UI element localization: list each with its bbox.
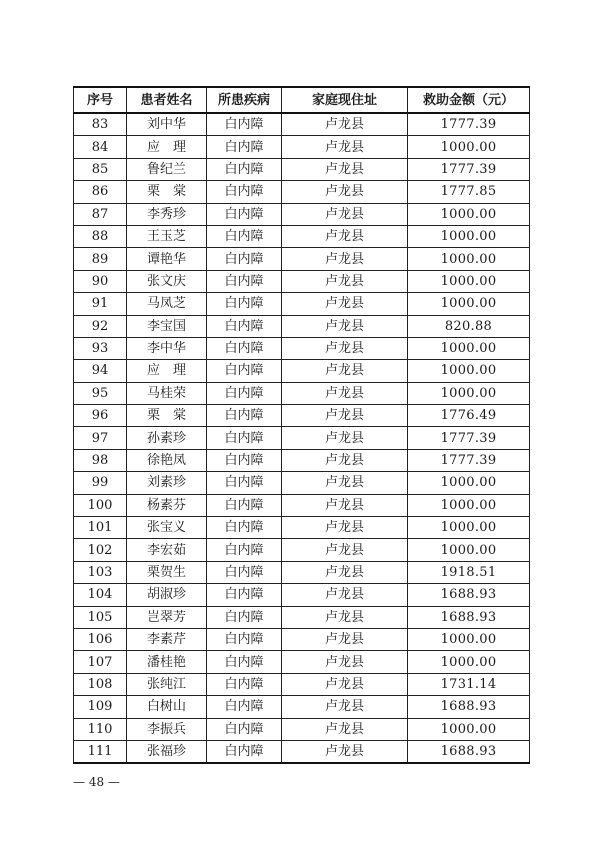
serial-number-cell: 105	[74, 606, 127, 628]
address-cell: 卢龙县	[282, 382, 408, 404]
serial-number-cell: 86	[74, 181, 127, 203]
table-row	[74, 315, 530, 337]
patient-name-cell: 刘中华	[127, 113, 207, 136]
table-row	[74, 449, 530, 471]
table-row	[74, 427, 530, 449]
patient-name-cell: 鲁纪兰	[127, 158, 207, 180]
serial-number-cell: 99	[74, 472, 127, 494]
disease-cell: 白内障	[207, 673, 282, 695]
disease-cell: 白内障	[207, 718, 282, 740]
patient-name-cell: 李宝国	[127, 315, 207, 337]
table-row	[74, 718, 530, 740]
amount-cell: 1000.00	[408, 517, 530, 539]
amount-cell: 1731.14	[408, 673, 530, 695]
patient-name-cell: 李素芹	[127, 628, 207, 650]
disease-cell: 白内障	[207, 517, 282, 539]
header-row	[74, 87, 530, 113]
patient-name-cell: 栗 棠	[127, 181, 207, 203]
disease-cell: 白内障	[207, 628, 282, 650]
serial-number-cell: 110	[74, 718, 127, 740]
patient-name-cell: 徐艳凤	[127, 449, 207, 471]
patient-name-cell: 张文庆	[127, 270, 207, 292]
patient-name-cell: 李秀珍	[127, 203, 207, 225]
patient-name-cell: 张宝义	[127, 517, 207, 539]
disease-cell: 白内障	[207, 158, 282, 180]
serial-number-cell: 109	[74, 696, 127, 718]
amount-cell: 1000.00	[408, 225, 530, 247]
amount-cell: 1000.00	[408, 203, 530, 225]
disease-cell: 白内障	[207, 740, 282, 763]
patient-name-cell: 李振兵	[127, 718, 207, 740]
patient-name-cell: 胡淑珍	[127, 584, 207, 606]
serial-number-cell: 93	[74, 337, 127, 359]
serial-number-cell: 103	[74, 561, 127, 583]
address-cell: 卢龙县	[282, 539, 408, 561]
table-row	[74, 360, 530, 382]
amount-cell: 1688.93	[408, 740, 530, 763]
patient-name-cell: 张纯江	[127, 673, 207, 695]
serial-number-cell: 97	[74, 427, 127, 449]
disease-cell: 白内障	[207, 427, 282, 449]
serial-number-cell: 98	[74, 449, 127, 471]
serial-number-cell: 101	[74, 517, 127, 539]
address-cell: 卢龙县	[282, 293, 408, 315]
disease-cell: 白内障	[207, 225, 282, 247]
address-cell: 卢龙县	[282, 270, 408, 292]
address-cell: 卢龙县	[282, 651, 408, 673]
amount-cell: 1000.00	[408, 293, 530, 315]
table-row	[74, 113, 530, 136]
table-row	[74, 382, 530, 404]
serial-number-cell: 83	[74, 113, 127, 136]
header-home-address: 家庭现住址	[282, 87, 408, 113]
patient-name-cell: 栗 棠	[127, 405, 207, 427]
serial-number-cell: 111	[74, 740, 127, 763]
amount-cell: 820.88	[408, 315, 530, 337]
patient-name-cell: 刘素珍	[127, 472, 207, 494]
table-row	[74, 203, 530, 225]
address-cell: 卢龙县	[282, 561, 408, 583]
address-cell: 卢龙县	[282, 113, 408, 136]
amount-cell: 1000.00	[408, 382, 530, 404]
serial-number-cell: 106	[74, 628, 127, 650]
amount-cell: 1000.00	[408, 628, 530, 650]
address-cell: 卢龙县	[282, 494, 408, 516]
patient-name-cell: 王玉芝	[127, 225, 207, 247]
serial-number-cell: 88	[74, 225, 127, 247]
amount-cell: 1000.00	[408, 337, 530, 359]
amount-cell: 1777.39	[408, 427, 530, 449]
patient-name-cell: 岂翠芳	[127, 606, 207, 628]
table-row	[74, 628, 530, 650]
amount-cell: 1776.49	[408, 405, 530, 427]
header-patient-name: 患者姓名	[127, 87, 207, 113]
amount-cell: 1688.93	[408, 584, 530, 606]
disease-cell: 白内障	[207, 606, 282, 628]
relief-recipients-table	[73, 86, 530, 764]
page-number: — 48 —	[73, 775, 120, 789]
serial-number-cell: 90	[74, 270, 127, 292]
address-cell: 卢龙县	[282, 696, 408, 718]
amount-cell: 1777.39	[408, 449, 530, 471]
address-cell: 卢龙县	[282, 427, 408, 449]
disease-cell: 白内障	[207, 382, 282, 404]
disease-cell: 白内障	[207, 584, 282, 606]
table-row	[74, 740, 530, 763]
patient-name-cell: 白树山	[127, 696, 207, 718]
disease-cell: 白内障	[207, 136, 282, 158]
disease-cell: 白内障	[207, 270, 282, 292]
address-cell: 卢龙县	[282, 584, 408, 606]
serial-number-cell: 102	[74, 539, 127, 561]
address-cell: 卢龙县	[282, 449, 408, 471]
address-cell: 卢龙县	[282, 405, 408, 427]
amount-cell: 1000.00	[408, 651, 530, 673]
serial-number-cell: 85	[74, 158, 127, 180]
table-row	[74, 696, 530, 718]
address-cell: 卢龙县	[282, 718, 408, 740]
serial-number-cell: 107	[74, 651, 127, 673]
header-relief-amount: 救助金额（元）	[408, 87, 530, 113]
table-row	[74, 405, 530, 427]
disease-cell: 白内障	[207, 203, 282, 225]
serial-number-cell: 92	[74, 315, 127, 337]
address-cell: 卢龙县	[282, 337, 408, 359]
amount-cell: 1777.39	[408, 158, 530, 180]
serial-number-cell: 91	[74, 293, 127, 315]
table-row	[74, 539, 530, 561]
table-row	[74, 225, 530, 247]
address-cell: 卢龙县	[282, 315, 408, 337]
address-cell: 卢龙县	[282, 248, 408, 270]
header-disease: 所患疾病	[207, 87, 282, 113]
address-cell: 卢龙县	[282, 136, 408, 158]
table-row	[74, 337, 530, 359]
serial-number-cell: 104	[74, 584, 127, 606]
header-serial-number: 序号	[74, 87, 127, 113]
disease-cell: 白内障	[207, 539, 282, 561]
patient-name-cell: 李中华	[127, 337, 207, 359]
serial-number-cell: 95	[74, 382, 127, 404]
amount-cell: 1777.39	[408, 113, 530, 136]
amount-cell: 1000.00	[408, 539, 530, 561]
amount-cell: 1000.00	[408, 494, 530, 516]
disease-cell: 白内障	[207, 293, 282, 315]
disease-cell: 白内障	[207, 651, 282, 673]
amount-cell: 1918.51	[408, 561, 530, 583]
table-row	[74, 293, 530, 315]
address-cell: 卢龙县	[282, 360, 408, 382]
amount-cell: 1688.93	[408, 606, 530, 628]
amount-cell: 1777.85	[408, 181, 530, 203]
patient-name-cell: 潘桂艳	[127, 651, 207, 673]
disease-cell: 白内障	[207, 360, 282, 382]
amount-cell: 1000.00	[408, 248, 530, 270]
address-cell: 卢龙县	[282, 673, 408, 695]
address-cell: 卢龙县	[282, 517, 408, 539]
address-cell: 卢龙县	[282, 606, 408, 628]
address-cell: 卢龙县	[282, 225, 408, 247]
serial-number-cell: 108	[74, 673, 127, 695]
amount-cell: 1688.93	[408, 696, 530, 718]
disease-cell: 白内障	[207, 337, 282, 359]
table-row	[74, 673, 530, 695]
disease-cell: 白内障	[207, 248, 282, 270]
patient-name-cell: 张福珍	[127, 740, 207, 763]
table-row	[74, 181, 530, 203]
patient-name-cell: 马桂荣	[127, 382, 207, 404]
address-cell: 卢龙县	[282, 472, 408, 494]
table-row	[74, 248, 530, 270]
patient-name-cell: 谭艳华	[127, 248, 207, 270]
table-row	[74, 136, 530, 158]
patient-name-cell: 应 理	[127, 360, 207, 382]
disease-cell: 白内障	[207, 449, 282, 471]
patient-name-cell: 孙素珍	[127, 427, 207, 449]
serial-number-cell: 100	[74, 494, 127, 516]
amount-cell: 1000.00	[408, 136, 530, 158]
address-cell: 卢龙县	[282, 203, 408, 225]
address-cell: 卢龙县	[282, 740, 408, 763]
disease-cell: 白内障	[207, 315, 282, 337]
address-cell: 卢龙县	[282, 628, 408, 650]
patient-name-cell: 马凤芝	[127, 293, 207, 315]
table-header	[74, 87, 530, 113]
table-row	[74, 651, 530, 673]
serial-number-cell: 84	[74, 136, 127, 158]
table-row	[74, 606, 530, 628]
serial-number-cell: 89	[74, 248, 127, 270]
table-row	[74, 561, 530, 583]
disease-cell: 白内障	[207, 561, 282, 583]
address-cell: 卢龙县	[282, 158, 408, 180]
disease-cell: 白内障	[207, 113, 282, 136]
serial-number-cell: 96	[74, 405, 127, 427]
table-row	[74, 494, 530, 516]
disease-cell: 白内障	[207, 405, 282, 427]
patient-name-cell: 应 理	[127, 136, 207, 158]
table-row	[74, 472, 530, 494]
amount-cell: 1000.00	[408, 472, 530, 494]
patient-name-cell: 杨素芬	[127, 494, 207, 516]
disease-cell: 白内障	[207, 696, 282, 718]
amount-cell: 1000.00	[408, 270, 530, 292]
disease-cell: 白内障	[207, 472, 282, 494]
table-body	[74, 113, 530, 763]
serial-number-cell: 87	[74, 203, 127, 225]
patient-name-cell: 李宏茹	[127, 539, 207, 561]
table-row	[74, 517, 530, 539]
serial-number-cell: 94	[74, 360, 127, 382]
amount-cell: 1000.00	[408, 718, 530, 740]
disease-cell: 白内障	[207, 181, 282, 203]
table-row	[74, 270, 530, 292]
amount-cell: 1000.00	[408, 360, 530, 382]
table-row	[74, 584, 530, 606]
patient-name-cell: 栗贺生	[127, 561, 207, 583]
disease-cell: 白内障	[207, 494, 282, 516]
address-cell: 卢龙县	[282, 181, 408, 203]
table-row	[74, 158, 530, 180]
